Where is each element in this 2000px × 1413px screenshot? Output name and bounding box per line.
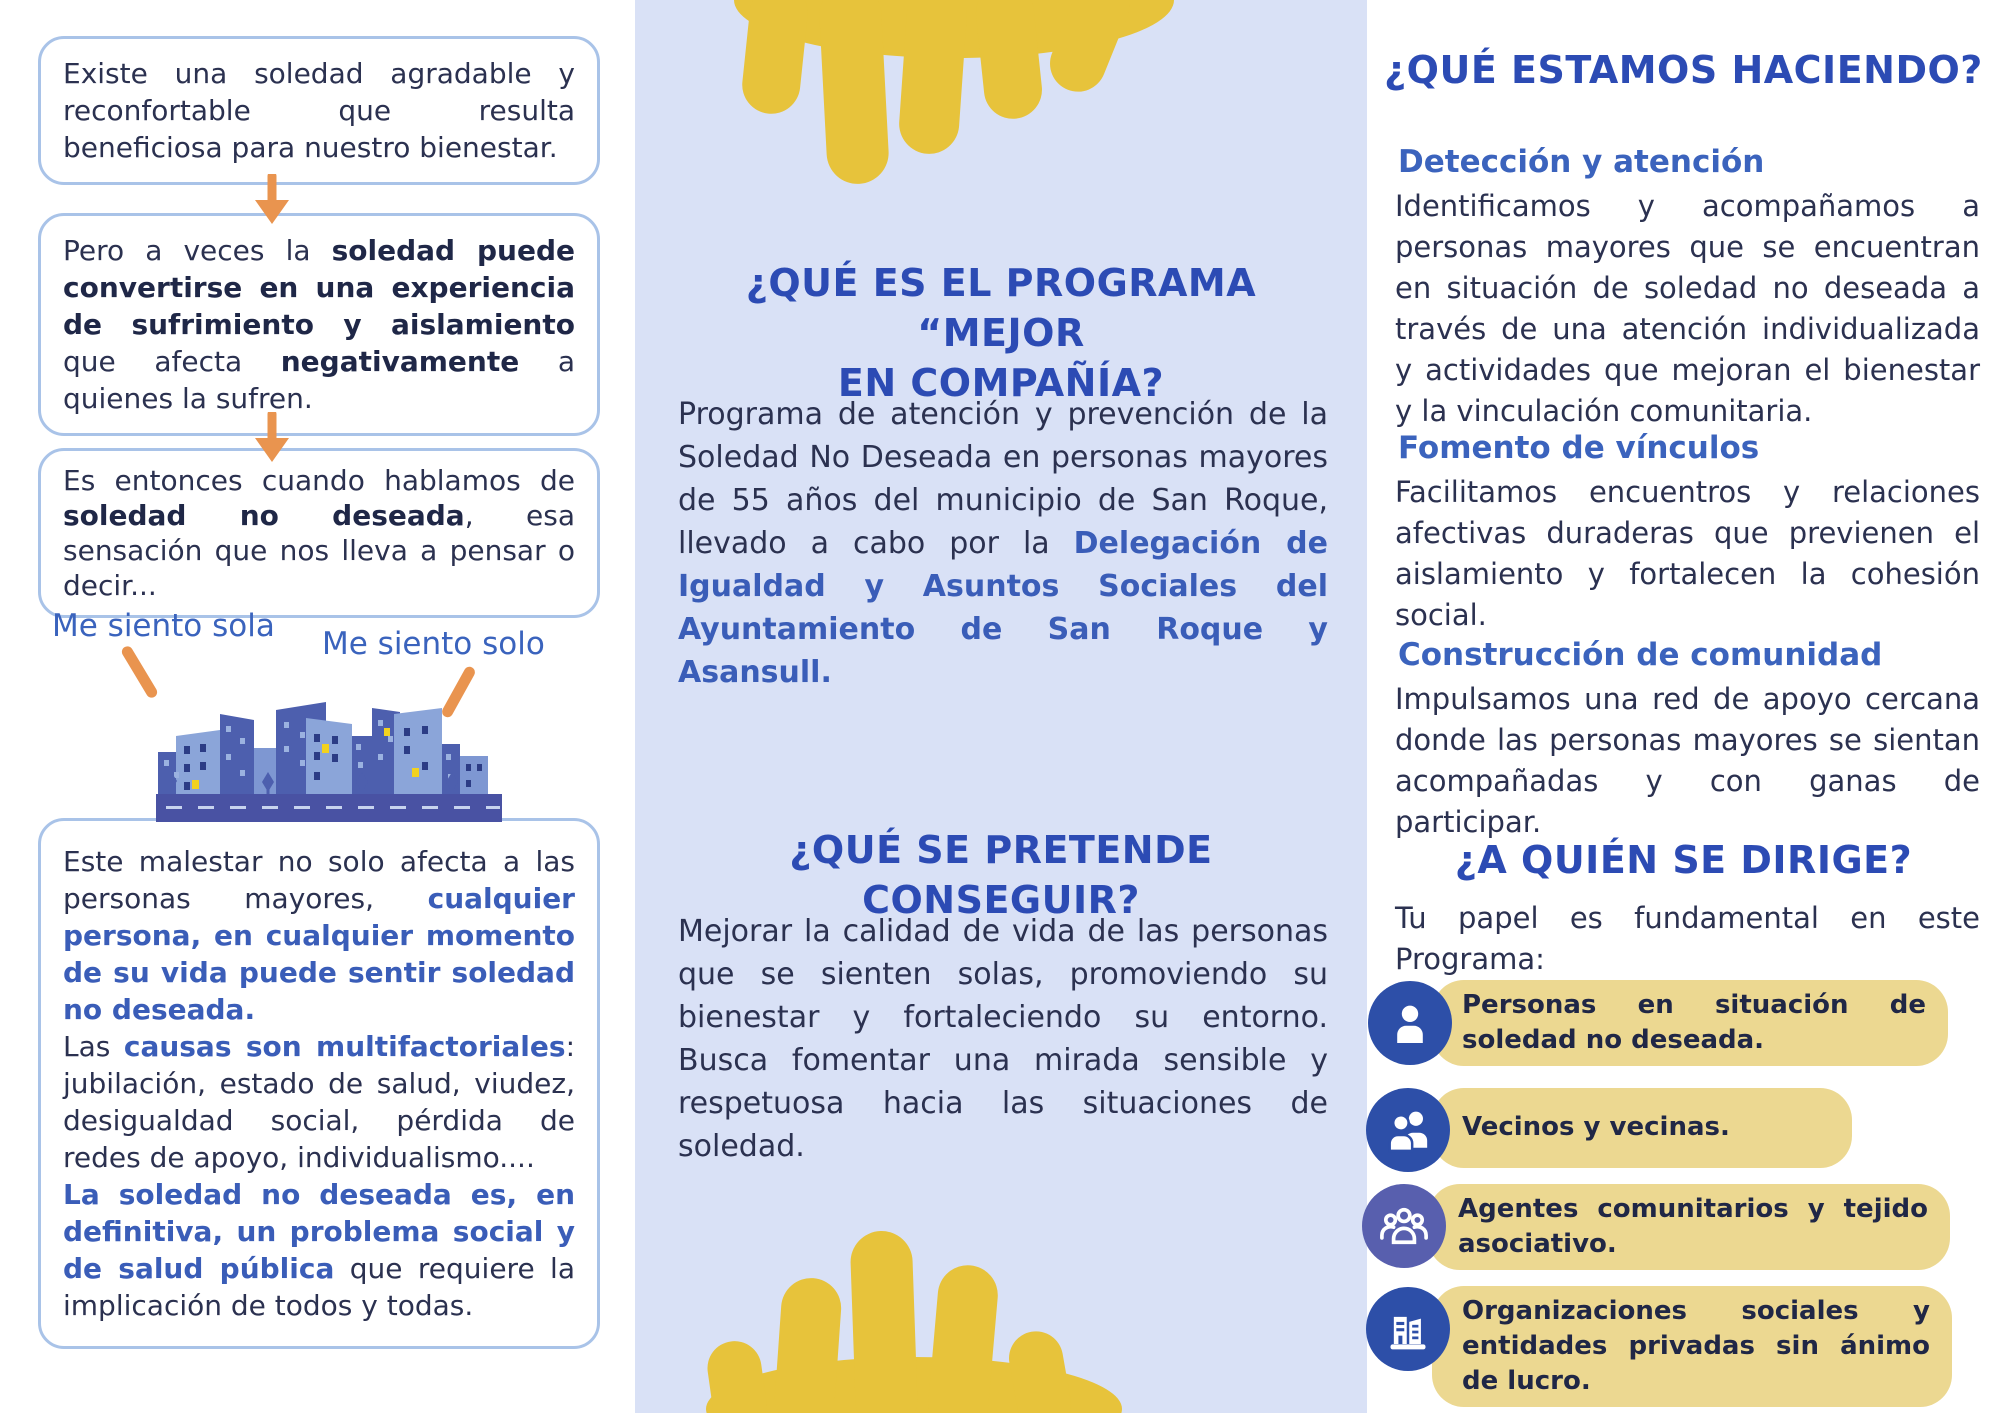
audience-icon-circle <box>1366 1287 1450 1371</box>
quote-me-siento-sola: Me siento sola <box>52 608 275 644</box>
community-icon <box>1378 1200 1430 1252</box>
audience-icon-circle <box>1368 981 1452 1065</box>
paragraph-comunidad: Impulsamos una red de apoyo cercana donde las personas mayores se sientan acompañadas y con ganas de participar. <box>1395 682 1980 839</box>
subheading-deteccion: Detección y atención <box>1398 144 1765 180</box>
text-segment: Programa de atención y prevención de la Soledad No Deseada en personas mayores de 55 años del municipio de San Roque, llevado a cabo por la <box>678 397 1328 561</box>
bold-segment: soledad no deseada <box>63 499 465 532</box>
text-segment: Es entonces cuando hablamos de <box>63 464 575 497</box>
box-negative-loneliness <box>38 213 600 436</box>
title-line: EN COMPAÑÍA? <box>837 361 1165 405</box>
audience-item-community-agents: Agentes comunitarios y tejido asociativo. <box>1428 1184 1950 1270</box>
down-arrow-icon <box>250 412 294 464</box>
paragraph-public-health <box>63 1176 575 1324</box>
blue-bold-segment: cualquier persona, en cualquier momento de su vida puede sentir soledad no deseada. <box>63 882 575 1026</box>
pointer-line-sola <box>120 644 159 699</box>
text-segment: que requiere la implicación de todos y todas. <box>63 1252 575 1322</box>
text-segment: , esa sensación que nos lleva a pensar o decir... <box>63 499 575 602</box>
organization-icon <box>1383 1304 1433 1354</box>
paragraph-fomento: Facilitamos encuentros y relaciones afectivas duraderas que previenen el aislamiento y fortalecen la cohesión social. <box>1395 475 1980 632</box>
bold-segment: soledad puede convertirse en una experiencia de sufrimiento y aislamiento <box>63 234 575 341</box>
audience-item-lonely-people: Personas en situación de soledad no deseada. <box>1432 980 1948 1066</box>
title-line: ¿QUÉ SE PRETENDE CONSEGUIR? <box>789 828 1213 922</box>
text-segment: a quienes la sufren. <box>63 345 575 415</box>
blue-bold-segment: La soledad no deseada es, en definitiva, un problema social y de salud pública <box>63 1178 575 1285</box>
intro-box-pleasant-solitude <box>38 36 600 185</box>
quote-me-siento-solo: Me siento solo <box>322 626 545 662</box>
box-negative-loneliness-text <box>63 232 575 417</box>
paragraph-causes <box>63 1028 575 1176</box>
intro-box-text <box>63 55 575 166</box>
program-description-paragraph <box>678 393 1328 694</box>
box-unwanted-loneliness <box>38 448 600 618</box>
people-icon <box>1383 1105 1433 1155</box>
blue-bold-segment: Delegación de Igualdad y Asuntos Sociales del Ayuntamiento de San Roque y Asansull. <box>678 526 1328 690</box>
text-segment: : jubilación, estado de salud, viudez, desigualdad social, pérdida de redes de apoyo, individualismo.... <box>63 1030 575 1174</box>
subheading-fomento: Fomento de vínculos <box>1398 430 1760 466</box>
goal-paragraph: Mejorar la calidad de vida de las personas que se sienten solas, promoviendo su bienestar y fortaleciendo su entorno. Busca fomentar una mirada sensible y respetuosa hacia las situaciones de soledad. <box>678 914 1328 1164</box>
subheading-comunidad: Construcción de comunidad <box>1398 637 1883 673</box>
text-segment: Las <box>63 1030 124 1063</box>
middle-panel-background <box>635 0 1367 1413</box>
person-icon <box>1386 999 1434 1047</box>
down-arrow-icon <box>250 174 294 226</box>
blue-bold-segment: causas son multifactoriales <box>123 1030 566 1063</box>
audience-item-neighbors: Vecinos y vecinas. <box>1432 1088 1852 1168</box>
section-title-what-we-do: ¿QUÉ ESTAMOS HACIENDO? <box>1384 48 1983 92</box>
paragraph-deteccion: Identificamos y acompañamos a personas mayores que se encuentran en situación de soledad no deseada a través de una atención individualizada y actividades que mejoran el bienestar y la vinculación comunitaria. <box>1395 189 1980 428</box>
paragraph-anyone-can-feel <box>63 843 575 1028</box>
box-unwanted-loneliness-text <box>63 463 575 603</box>
section-title-what-is-program <box>663 258 1339 408</box>
section-title-audience: ¿A QUIÉN SE DIRIGE? <box>1454 838 1913 882</box>
text-segment: que afecta <box>63 345 281 378</box>
title-line: ¿QUÉ ES EL PROGRAMA “MEJOR <box>745 261 1257 355</box>
text-segment: Este malestar no solo afecta a las personas mayores, <box>63 845 575 915</box>
audience-icon-circle <box>1362 1184 1446 1268</box>
audience-item-organizations: Organizaciones sociales y entidades privadas sin ánimo de lucro. <box>1432 1286 1952 1407</box>
audience-icon-circle <box>1366 1088 1450 1172</box>
box-social-problem <box>38 818 600 1349</box>
audience-intro-text: Tu papel es fundamental en este Programa: <box>1395 901 1980 976</box>
text-segment: Existe una soledad agradable y reconfortable que resulta beneficiosa para nuestro bienestar. <box>63 57 575 164</box>
yellow-scribble-top-decoration <box>728 0 1180 194</box>
text-segment: Pero a veces la <box>63 234 332 267</box>
bold-segment: negativamente <box>280 345 520 378</box>
yellow-scribble-bottom-decoration <box>698 1223 1130 1413</box>
